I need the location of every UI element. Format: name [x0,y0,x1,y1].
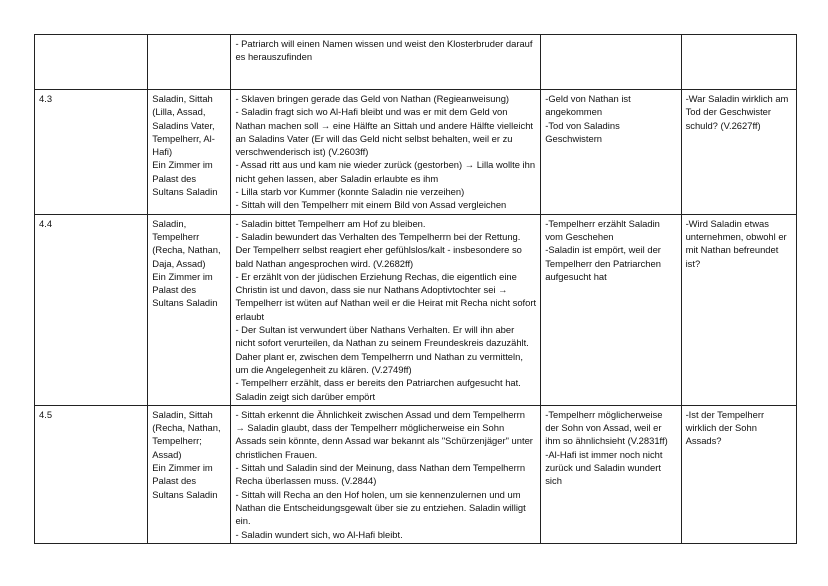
persons-line: Saladin, [152,217,187,229]
scene-number: 4.5 [39,408,53,420]
result-line: -Tempelherr möglicherweise der Sohn von Assad, weil er ihm so ähnlichsieht (V.2831ff) [545,408,668,447]
persons-line: Sultans Saladin [152,186,218,198]
table-row [35,90,797,215]
content-cell [231,35,541,90]
persons-line: Ein Zimmer im [152,159,213,171]
persons-line: Palast des [152,172,197,184]
persons-line: Palast des [152,284,197,296]
content-line: - Saladin bewundert das Verhalten des Tempelherrn bei der Rettung. Der Tempelherr selbst reagiert eher gefühlslos/kalt - insbesondere so bald Nathan angesprochen wird. (V.2682ff) [235,230,522,269]
content-line: - Saladin bittet Tempelherr am Hof zu bleiben. [235,217,426,229]
persons-line: (Recha, Nathan, [152,422,221,434]
result-line: -Tod von Saladins Geschwistern [545,119,620,144]
content-line: - Saladin fragt sich wo Al-Hafi bleibt und was er mit dem Geld von Nathan machen soll → eine Hälfte an Sittah und andere Hälfte vielleicht an Saladins Vater (Er will das Geld nicht selbst behalten, weil er zu verschwenderisch ist) (V.2603ff) [235,106,534,158]
persons-line: Hafi) [152,146,173,158]
result-line: -Saladin ist empört, weil der Tempelherr den Patriarchen aufgesucht hat [545,244,661,282]
question-line: -Ist der Tempelherr wirklich der Sohn Assads? [685,408,765,447]
persons-cell [148,405,231,543]
question-cell [681,35,796,90]
question-line: -Wird Saladin etwas unternehmen, obwohl er mit Nathan befreundet ist? [685,217,787,269]
content-cell [231,90,541,215]
result-cell [541,90,681,215]
persons-line: Tempelherr [152,230,200,242]
content-line: - Lilla starb vor Kummer (konnte Saladin nie verzeihen) [235,186,465,198]
content-line: - Saladin wundert sich, wo Al-Hafi bleibt. [235,528,403,540]
content-line: - Sittah und Saladin sind der Meinung, dass Nathan dem Tempelherrn Recha überlassen muss. (V.2844) [235,462,526,487]
scene-number: 4.4 [39,217,53,229]
content-line: - Der Sultan ist verwundert über Nathans Verhalten. Er will ihn aber nicht sofort verurteilen, da Nathan zu seinem Freundeskreis dazuzählt. Daher plant er, zwischen dem Tempelherrn und Nathan zu vermitteln, um die Angelegenheit zu klären. (V.2749ff) [235,324,529,375]
persons-line: Tempelherr, Al- [152,132,215,144]
table-row [35,35,797,90]
persons-cell [148,90,231,215]
question-cell [681,214,796,405]
scene-cell [35,90,148,215]
result-line: -Tempelherr erzählt Saladin vom Geschehen [545,217,660,242]
content-cell [231,405,541,543]
content-line: - Sklaven bringen gerade das Geld von Nathan (Regieanweisung) [235,93,510,104]
result-cell [541,35,681,90]
persons-cell [148,214,231,405]
result-line: -Geld von Nathan ist angekommen [545,93,631,118]
persons-line: Palast des [152,475,197,487]
persons-line: Sultans Saladin [152,297,218,309]
persons-line: Assad) [152,448,182,460]
persons-line: Saladin, Sittah [152,93,213,104]
scene-cell [35,405,148,543]
content-cell [231,214,541,405]
persons-line: Saladin, Sittah [152,408,213,420]
persons-line: (Lilla, Assad, [152,106,206,118]
content-line: - Sittah will Recha an den Hof holen, um sie kennenzulernen und um Nathan die Entscheidungsgewalt über sie zu entziehen. Saladin willigt ein. [235,488,526,527]
content-line: - Sittah will den Tempelherr mit einem Bild von Assad vergleichen [235,199,507,211]
table-row [35,214,797,405]
persons-line: (Recha, Nathan, [152,244,221,256]
content-line: - Er erzählt von der jüdischen Erziehung Rechas, die eigentlich eine Christin ist und davon, dass sie nur Nathans Adoptivtochter sei → Tempelherr ist wüten auf Nathan weil er die Heirat mit Recha nicht sofort erlaubt [235,270,537,322]
content-line: - Sittah erkennt die Ähnlichkeit zwischen Assad und dem Tempelherrn → Saladin glaubt, dass der Tempelherr möglicherweise ein Sohn Assads sein könnte, denn Assad war bekannt als "Schürzenjäger" unter christlichen Frauen. [235,408,533,460]
persons-line: Daja, Assad) [152,257,206,269]
question-line: -War Saladin wirklich am Tod der Geschwister schuld? (V.2627ff) [685,93,789,131]
persons-line: Sultans Saladin [152,488,218,500]
result-cell [541,405,681,543]
question-cell [681,90,796,215]
content-line: - Tempelherr erzählt, dass er bereits den Patriarchen aufgesucht hat. Saladin zeigt sich darüber empört [235,377,521,402]
scene-cell [35,214,148,405]
scene-analysis-table [34,34,797,544]
persons-cell [148,35,231,90]
persons-line: Saladins Vater, [152,119,215,131]
content-line: - Patriarch will einen Namen wissen und weist den Klosterbruder darauf es herauszufinden [235,38,533,63]
persons-line: Tempelherr; [152,435,202,447]
result-cell [541,214,681,405]
scene-number: 4.3 [39,93,53,104]
result-line: -Al-Hafi ist immer noch nicht zurück und Saladin wundert sich [545,448,663,487]
persons-line: Ein Zimmer im [152,270,213,282]
table-row [35,405,797,543]
scene-cell [35,35,148,90]
persons-line: Ein Zimmer im [152,462,213,474]
content-line: - Assad ritt aus und kam nie wieder zurück (gestorben) → Lilla wollte ihn nicht gehen lassen, aber Saladin erlaubte es ihm [235,159,536,184]
question-cell [681,405,796,543]
